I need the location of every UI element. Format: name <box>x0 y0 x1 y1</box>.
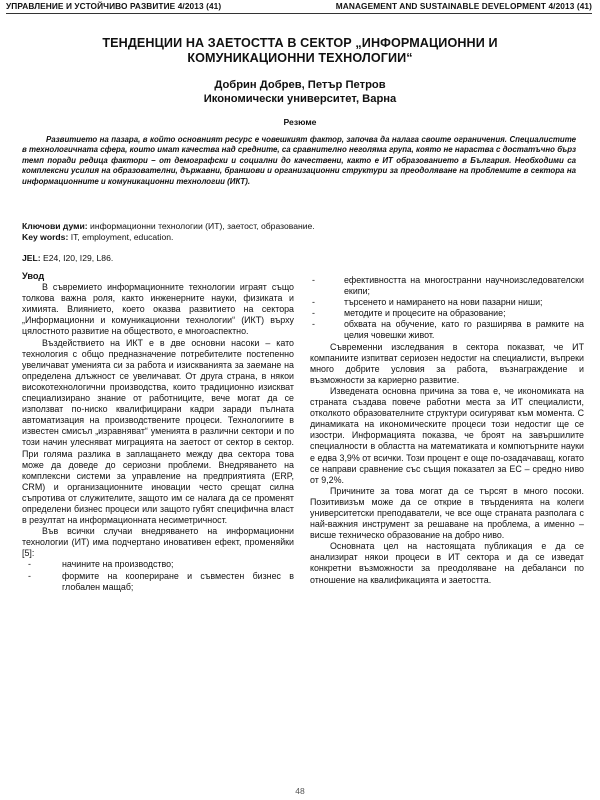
dash-bullet-icon: - <box>312 308 315 319</box>
affiliation: Икономически университет, Варна <box>203 93 397 105</box>
paragraph: Въздействието на ИКТ е в две основни насоки – като технология с общо предназначение потребителите постепенно увеличават уменията си за работа и изискванията за заемане на определена длъжност се увеличават. От друга страна, в някои високотехнологични производства, които традиционно изискват специализирано знание от работниците, вече могат да се използват по-ниско квалифицирани кадри заради пълната автоматизация на производствените процеси. Технологиите в известен смисъл „изравняват“ уменията в различни сектори и по този начин улесняват миграцията на заетост от сектор в сектор. При голяма разлика в заплащането между два сектора това може да доведе до сериозни проблеми. Внедряването на комплексни системи за управление на предприятията (ERP, CRM) и организационните иновации често срещат силна съпротива от служителите, защото им се налага да се променят определени бизнес процеси или защото губят специфична власт в резултат на информационната несиметричност. <box>22 337 294 526</box>
list-item: - търсенето и намирането на нови пазарни ниши; <box>312 297 543 308</box>
bullet-list <box>310 275 584 342</box>
list-item: - формите на коопериране и съвместен бизнес в глобален мащаб; <box>28 570 294 592</box>
paragraph: Съвременни изследвания в сектора показват, че ИТ компаниите изпитват сериозен недостиг на специалисти, въпреки много добрите условия за работа, възнаграждение и възможности за кариерно развитие. <box>310 341 584 385</box>
author-names: Добрин Добрев, Петър Петров <box>214 79 386 91</box>
paragraph: Причините за това могат да се търсят в много посоки. Позитивизъм може да се открие в твърденията на колеги университетски преподаватели, че все още страната разполага с най-важния инструмент за решаване на проблема, а именно – висше техническо образование на добро ниво. <box>310 485 584 541</box>
abstract-text: Развитието на пазара, в който основният ресурс е човешкият фактор, започва да налага своите ограничения. Специалистите в технологичната сфера, които имат качества над средните, са сравнително неголяма група, която не нараства с достатъчно бърз темп поради редица фактори – от демографски и социални до качествени, както е ИТ образованието в България. Необходими са комплексни усилия на образователни, държавни, браншови и организационни структури за преодоляване на проблемите в сектора на информационните и комуникационни технологии (ИКТ). <box>22 135 576 186</box>
paper-title-line1: ТЕНДЕНЦИИ НА ЗАЕТОСТТА В СЕКТОР „ИНФОРМАЦИОННИ И <box>102 36 498 50</box>
jel-codes <box>22 253 113 263</box>
abstract-heading: Резюме <box>283 117 317 127</box>
list-item: - методите и процесите на образование; <box>312 308 506 319</box>
running-head-left: УПРАВЛЕНИЕ И УСТОЙЧИВО РАЗВИТИЕ 4/2013 (41) <box>6 1 222 11</box>
list-item: - ефективността на многостранни научноизследователски екипи; <box>312 275 584 297</box>
running-head <box>6 1 592 14</box>
list-item: - начините на производство; <box>28 559 174 570</box>
section-title-intro: Увод <box>22 271 45 281</box>
keywords-en-text: IT, employment, education. <box>68 231 174 242</box>
jel-label: JEL: <box>22 253 41 263</box>
dash-bullet-icon: - <box>312 275 315 285</box>
right-column <box>310 275 584 586</box>
paper-title <box>40 36 560 66</box>
dash-bullet-icon: - <box>312 297 315 308</box>
bullet-list <box>22 559 294 592</box>
dash-bullet-icon: - <box>312 319 315 330</box>
jel-text: E24, I20, I29, L86. <box>40 253 114 263</box>
keywords-bg-text: информационни технологии (ИТ), заетост, образование. <box>87 221 315 231</box>
keywords-bg <box>22 221 576 232</box>
authors-block <box>40 78 560 106</box>
running-head-right: MANAGEMENT AND SUSTAINABLE DEVELOPMENT 4/2013 (41) <box>335 1 592 11</box>
keywords-bg-label: Ключови думи: <box>22 221 88 231</box>
dash-bullet-icon: - <box>28 570 31 581</box>
list-item: - обхвата на обучение, като го разширява в рамките на целия човешки живот. <box>312 319 584 341</box>
paragraph: Изведената основна причина за това е, че икономиката на страната създава повече работни места за ИТ специалисти, отколкото образователните структури осигуряват към момента. С динамиката на икономическите процеси този недостиг ще се изостри. Информацията показва, че броят на завършилите специалности в областта на математиката и компютърните науки е едва 3,9% от всички. Този процент е още по-озадачаващ, когато се направи сравнение със същия показател за ЕС – средно ниво от 9,2%. <box>310 385 584 485</box>
paragraph: Основната цел на настоящата публикация е да се анализират някои процеси в ИТ сектора и да се изведат конкретни възможности за преодоляване на дебаланси по отношение на квалификацията и заетостта. <box>310 541 584 585</box>
paragraph: В съвремието информационните технологии играят също толкова важна роля, както инженерните науки, физиката и химията. Влиянието, което оказва развитието на сектора „Информационни и комуникационни технологии“ (ИКТ) върху цялостното развитие на обществото, е многоаспектно. <box>22 282 294 337</box>
paper-title-line2: КОМУНИКАЦИОННИ ТЕХНОЛОГИИ“ <box>187 51 413 65</box>
keywords-block <box>22 221 576 243</box>
left-column <box>22 271 294 593</box>
dash-bullet-icon: - <box>28 559 31 570</box>
keywords-en <box>22 232 576 243</box>
page-number: 48 <box>295 786 305 796</box>
abstract <box>22 135 576 187</box>
keywords-en-label: Key words: <box>22 231 69 242</box>
paragraph: Във всички случаи внедряването на информационни технологии (ИТ) има подчертано иновативен ефект, променяйки [5]: <box>22 526 294 559</box>
